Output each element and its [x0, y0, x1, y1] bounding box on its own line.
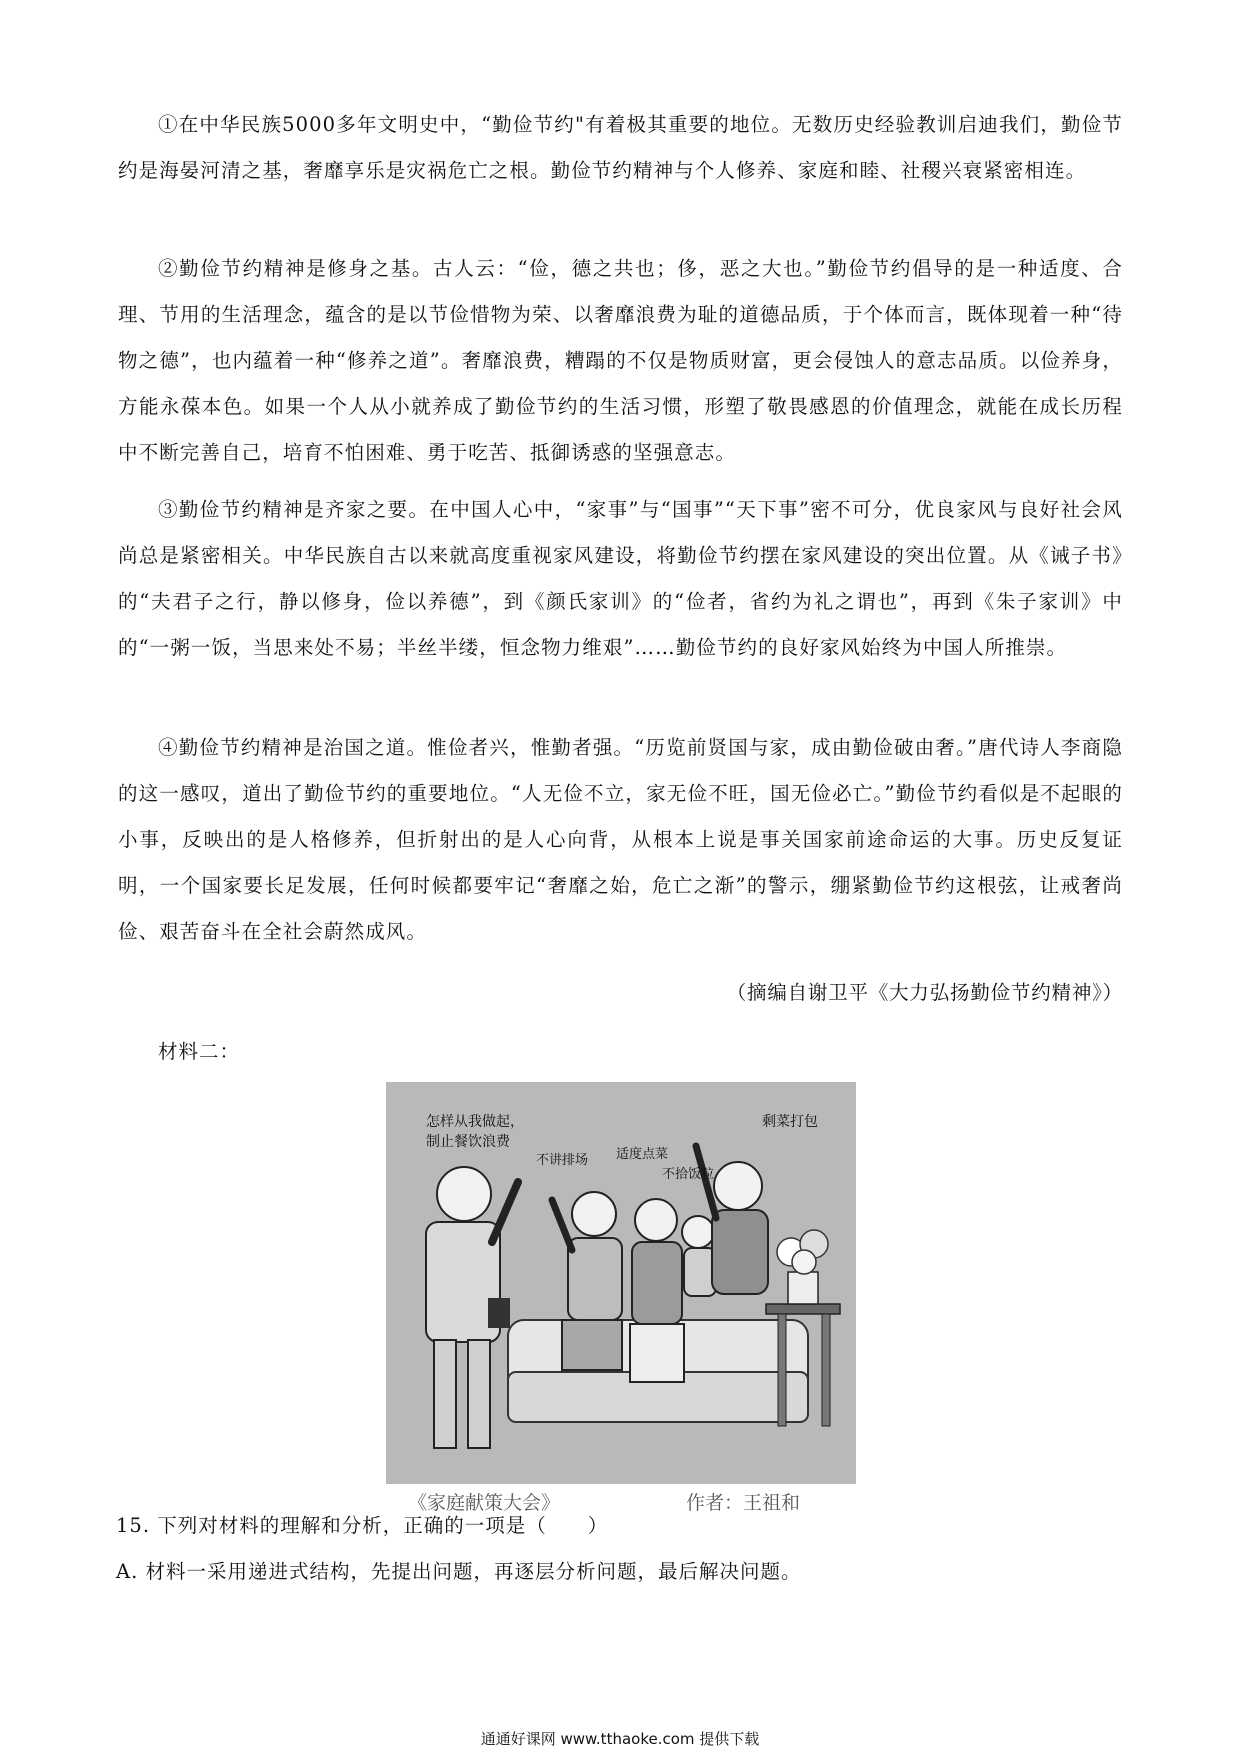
family-cartoon-illustration [386, 1082, 856, 1484]
page-footer: 通通好课网 www.tthaoke.com 提供下载 [480, 1730, 760, 1748]
question-15-stem: 15. 下列对材料的理解和分析，正确的一项是（ ） [116, 1514, 609, 1537]
paragraph-2: ②勤俭节约精神是修身之基。古人云：“俭，德之共也；侈，恶之大也。”勤俭节约倡导的是一种适度、合理、节用的生活理念，蕴含的是以节俭惜物为荣、以奢靡浪费为耻的道德品质，于个体而言，既体现着一种“待物之德”，也内蕴着一种“修养之道”。奢靡浪费，糟蹋的不仅是物质财富，更会侵蚀人的意志品质。以俭养身，方能永葆本色。如果一个人从小就养成了勤俭节约的生活习惯，形塑了敬畏感恩的价值理念，就能在成长历程中不断完善自己，培育不怕困难、勇于吃苦、抵御诱惑的坚强意志。 [118, 257, 1123, 464]
flower-pot-shape [788, 1272, 818, 1304]
paragraph-3: ③勤俭节约精神是齐家之要。在中国人心中，“家事”与“国事”“天下事”密不可分，优良家风与良好社会风尚总是紧密相关。中华民族自古以来就高度重视家风建设，将勤俭节约摆在家风建设的突出位置。从《诫子书》的“夫君子之行，静以修身，俭以养德”，到《颜氏家训》的“俭者，省约为礼之谓也”，再到《朱子家训》中的“一粥一饭，当思来处不易；半丝半缕，恒念物力维艰”……勤俭节约的良好家风始终为中国人所推崇。 [118, 498, 1123, 659]
speech-grandma: 剩菜打包 [762, 1114, 818, 1130]
book-shape [488, 1298, 510, 1328]
source-citation: （摘编自谢卫平《大力弘扬勤俭节约精神》） [726, 981, 1123, 1004]
speech-teacher-line2: 制止餐饮浪费 [426, 1134, 510, 1150]
paragraph-4: ④勤俭节约精神是治国之道。惟俭者兴，惟勤者强。“历览前贤国与家，成由勤俭破由奢。”唐代诗人李商隐的这一感叹，道出了勤俭节约的重要地位。“人无俭不立，家无俭不旺，国无俭必亡。”勤俭节约看似是不起眼的小事，反映出的是人格修养，但折射出的是人心向背，从根本上说是事关国家前途命运的大事。历史反复证明，一个国家要长足发展，任何时候都要牢记“奢靡之始，危亡之渐”的警示，绷紧勤俭节约这根弦，让戒奢尚俭、艰苦奋斗在全社会蔚然成风。 [118, 736, 1123, 943]
cartoon-author: 作者：王祖和 [686, 1492, 801, 1514]
speech-woman: 适度点菜 [616, 1147, 669, 1162]
question-15-option-a: A. 材料一采用递进式结构，先提出问题，再逐层分析问题，最后解决问题。 [116, 1560, 802, 1583]
teacher-head [437, 1167, 491, 1221]
speech-child: 不拾饭粒 [662, 1167, 715, 1182]
speech-teacher-line1: 怎样从我做起， [426, 1114, 524, 1130]
speech-man: 不讲排场 [536, 1153, 589, 1168]
paragraph-1: ①在中华民族5000多年文明史中，“勤俭节约"有着极其重要的地位。无数历史经验教训启迪我们，勤俭节约是海晏河清之基，奢靡享乐是灾祸危亡之根。勤俭节约精神与个人修养、家庭和睦、社稷兴衰紧密相连。 [118, 113, 1123, 182]
material-two-label: 材料二： [158, 1040, 241, 1063]
cartoon-title: 《家庭献策大会》 [408, 1492, 561, 1514]
